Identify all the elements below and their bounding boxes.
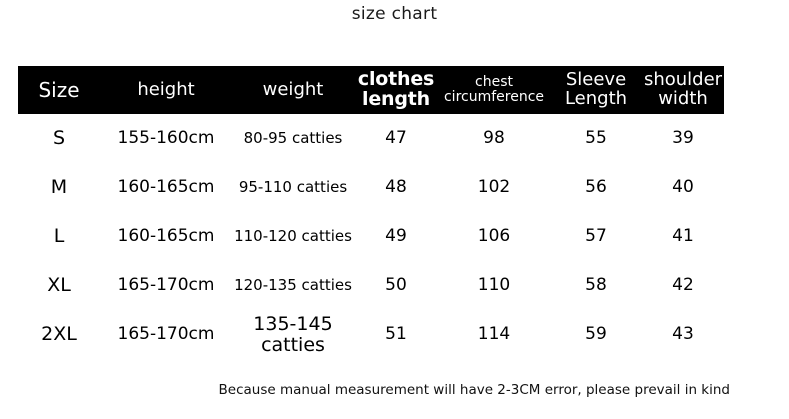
- cell-shoulder-width: 43: [672, 324, 694, 345]
- cell-chest-circumference: 102: [477, 177, 511, 198]
- chest-line-1: chest: [475, 74, 513, 91]
- cell-height: 165-170cm: [117, 275, 215, 296]
- column-header-height: height: [137, 78, 195, 100]
- table-row: [18, 261, 724, 310]
- column-header-size: Size: [38, 77, 80, 102]
- cell-sleeve-length: 56: [585, 177, 607, 198]
- cell-height: 160-165cm: [117, 177, 215, 198]
- cell-clothes-length: 47: [385, 128, 407, 149]
- clothes-length-line-2: length: [362, 88, 430, 110]
- cell-height: 160-165cm: [117, 226, 215, 247]
- column-header-chest-circumference: [438, 66, 550, 114]
- shoulder-line-2: width: [658, 88, 708, 109]
- table-row: [18, 310, 724, 359]
- column-header-clothes-length: [354, 66, 438, 114]
- cell-size: M: [50, 176, 68, 199]
- shoulder-line-1: shoulder: [643, 69, 723, 91]
- cell-shoulder-width: 40: [672, 177, 694, 198]
- table-body: [18, 114, 724, 359]
- clothes-length-line-1: clothes: [357, 68, 435, 91]
- cell-clothes-length: 50: [385, 275, 407, 296]
- table-header-row: [18, 66, 724, 114]
- cell-sleeve-length: 58: [585, 275, 607, 296]
- cell-chest-circumference: 106: [477, 226, 511, 247]
- measurement-disclaimer: Because manual measurement will have 2-3CM error, please prevail in kind: [218, 382, 730, 398]
- cell-chest-circumference: 98: [483, 128, 505, 149]
- column-header-sleeve-length: [550, 66, 642, 114]
- size-chart-table: [18, 66, 724, 359]
- cell-sleeve-length: 55: [585, 128, 607, 149]
- cell-shoulder-width: 41: [672, 226, 694, 247]
- cell-weight: 95-110 catties: [238, 178, 348, 197]
- chest-line-2: circumference: [443, 89, 545, 105]
- table-row: [18, 163, 724, 212]
- cell-shoulder-width: 42: [672, 275, 694, 296]
- table-header: [18, 66, 724, 114]
- cell-sleeve-length: 59: [585, 324, 607, 345]
- cell-size: L: [53, 225, 65, 248]
- cell-clothes-length: 48: [385, 177, 407, 198]
- cell-shoulder-width: 39: [672, 128, 694, 149]
- cell-weight: 135-145 catties: [253, 312, 333, 356]
- cell-chest-circumference: 110: [477, 275, 511, 296]
- column-header-shoulder-width: [642, 66, 724, 114]
- cell-clothes-length: 49: [385, 226, 407, 247]
- cell-clothes-length: 51: [385, 324, 407, 345]
- column-header-weight: weight: [262, 78, 324, 100]
- cell-height: 155-160cm: [117, 128, 215, 149]
- cell-size: S: [52, 127, 66, 150]
- page-title: size chart: [351, 4, 438, 24]
- sleeve-line-2: Length: [564, 88, 628, 109]
- cell-size: 2XL: [41, 323, 77, 346]
- size-chart-table-wrap: [18, 66, 724, 359]
- cell-size: XL: [47, 274, 71, 297]
- sleeve-line-1: Sleeve: [565, 69, 627, 91]
- cell-weight: 120-135 catties: [234, 276, 352, 295]
- cell-chest-circumference: 114: [477, 324, 511, 345]
- cell-height: 165-170cm: [117, 324, 215, 345]
- table-row: [18, 114, 724, 163]
- cell-sleeve-length: 57: [585, 226, 607, 247]
- cell-weight: 80-95 catties: [243, 129, 343, 148]
- table-row: [18, 212, 724, 261]
- cell-weight: 110-120 catties: [234, 227, 352, 246]
